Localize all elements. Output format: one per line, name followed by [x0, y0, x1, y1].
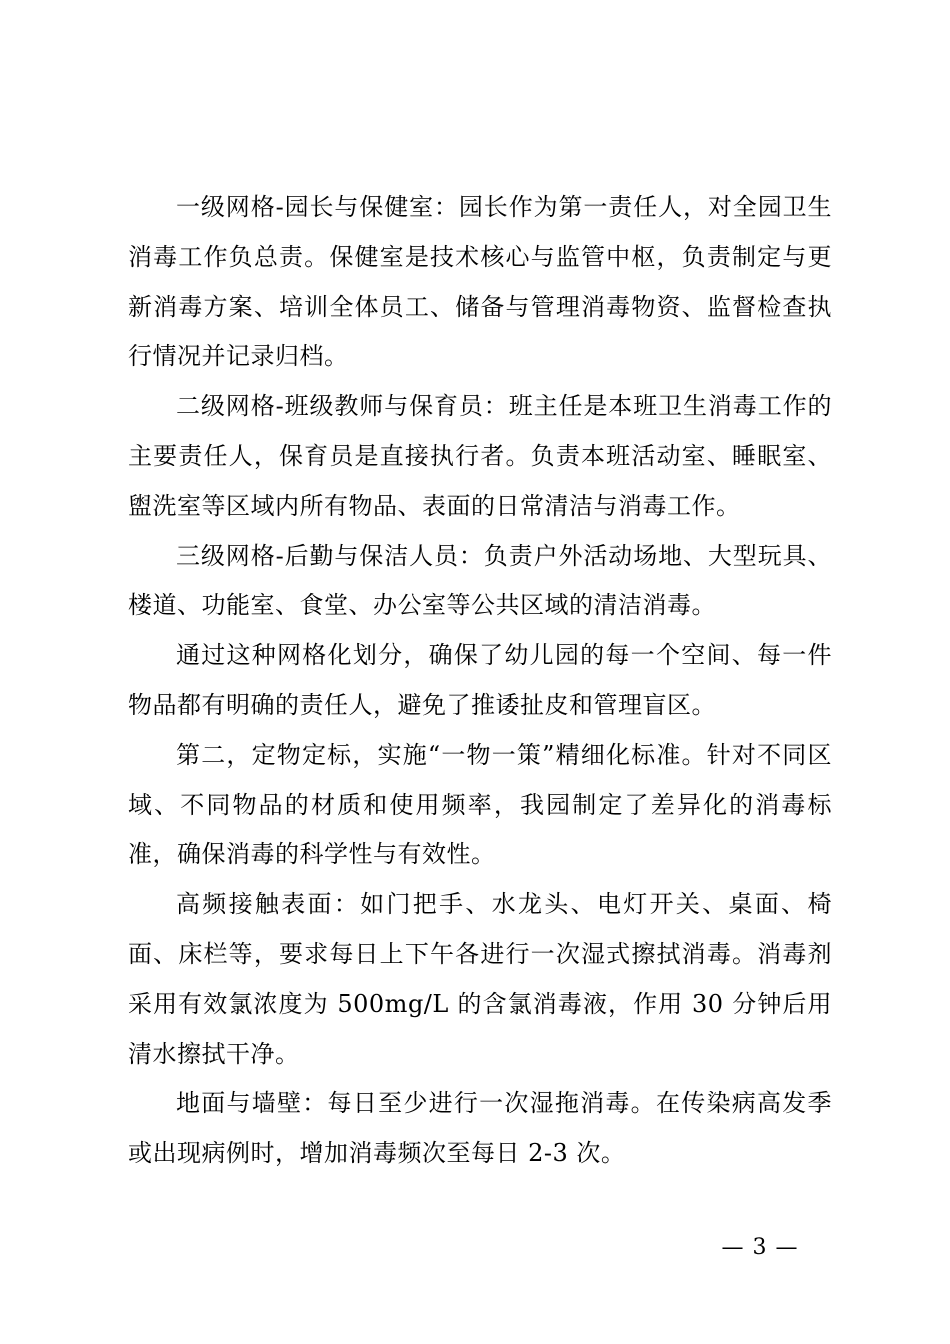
paragraph-level-two-grid: 二级网格-班级教师与保育员：班主任是本班卫生消毒工作的主要责任人，保育员是直接执行者。负责本班活动室、睡眠室、盥洗室等区域内所有物品、表面的日常清洁与消毒工作。: [128, 392, 832, 520]
paragraph-grid-summary: 通过这种网格化划分，确保了幼儿园的每一个空间、每一件物品都有明确的责任人，避免了推诿扯皮和管理盲区。: [128, 641, 832, 719]
paragraph-high-touch-surfaces: 高频接触表面：如门把手、水龙头、电灯开关、桌面、椅面、床栏等，要求每日上下午各进行一次湿式擦拭消毒。消毒剂采用有效氯浓度为 500mg/L 的含氯消毒液，作用 30 分钟后用清水擦拭干净。: [128, 890, 832, 1068]
paragraph-level-three-grid: 三级网格-后勤与保洁人员：负责户外活动场地、大型玩具、楼道、功能室、食堂、办公室等公共区域的清洁消毒。: [128, 541, 832, 620]
paragraph-floors-and-walls: 地面与墙壁：每日至少进行一次湿拖消毒。在传染病高发季或出现病例时，增加消毒频次至每日 2-3 次。: [128, 1089, 832, 1168]
page-number: — 3 —: [721, 1235, 799, 1260]
document-body: [128, 183, 832, 1179]
paragraph-level-one-grid: 一级网格-园长与保健室：园长作为第一责任人，对全园卫生消毒工作负总责。保健室是技术核心与监管中枢，负责制定与更新消毒方案、培训全体员工、储备与管理消毒物资、监督检查执行情况并记录归档。: [128, 193, 832, 371]
paragraph-second-measure: 第二，定物定标，实施“一物一策”精细化标准。针对不同区域、不同物品的材质和使用频率，我园制定了差异化的消毒标准，确保消毒的科学性与有效性。: [128, 740, 832, 869]
